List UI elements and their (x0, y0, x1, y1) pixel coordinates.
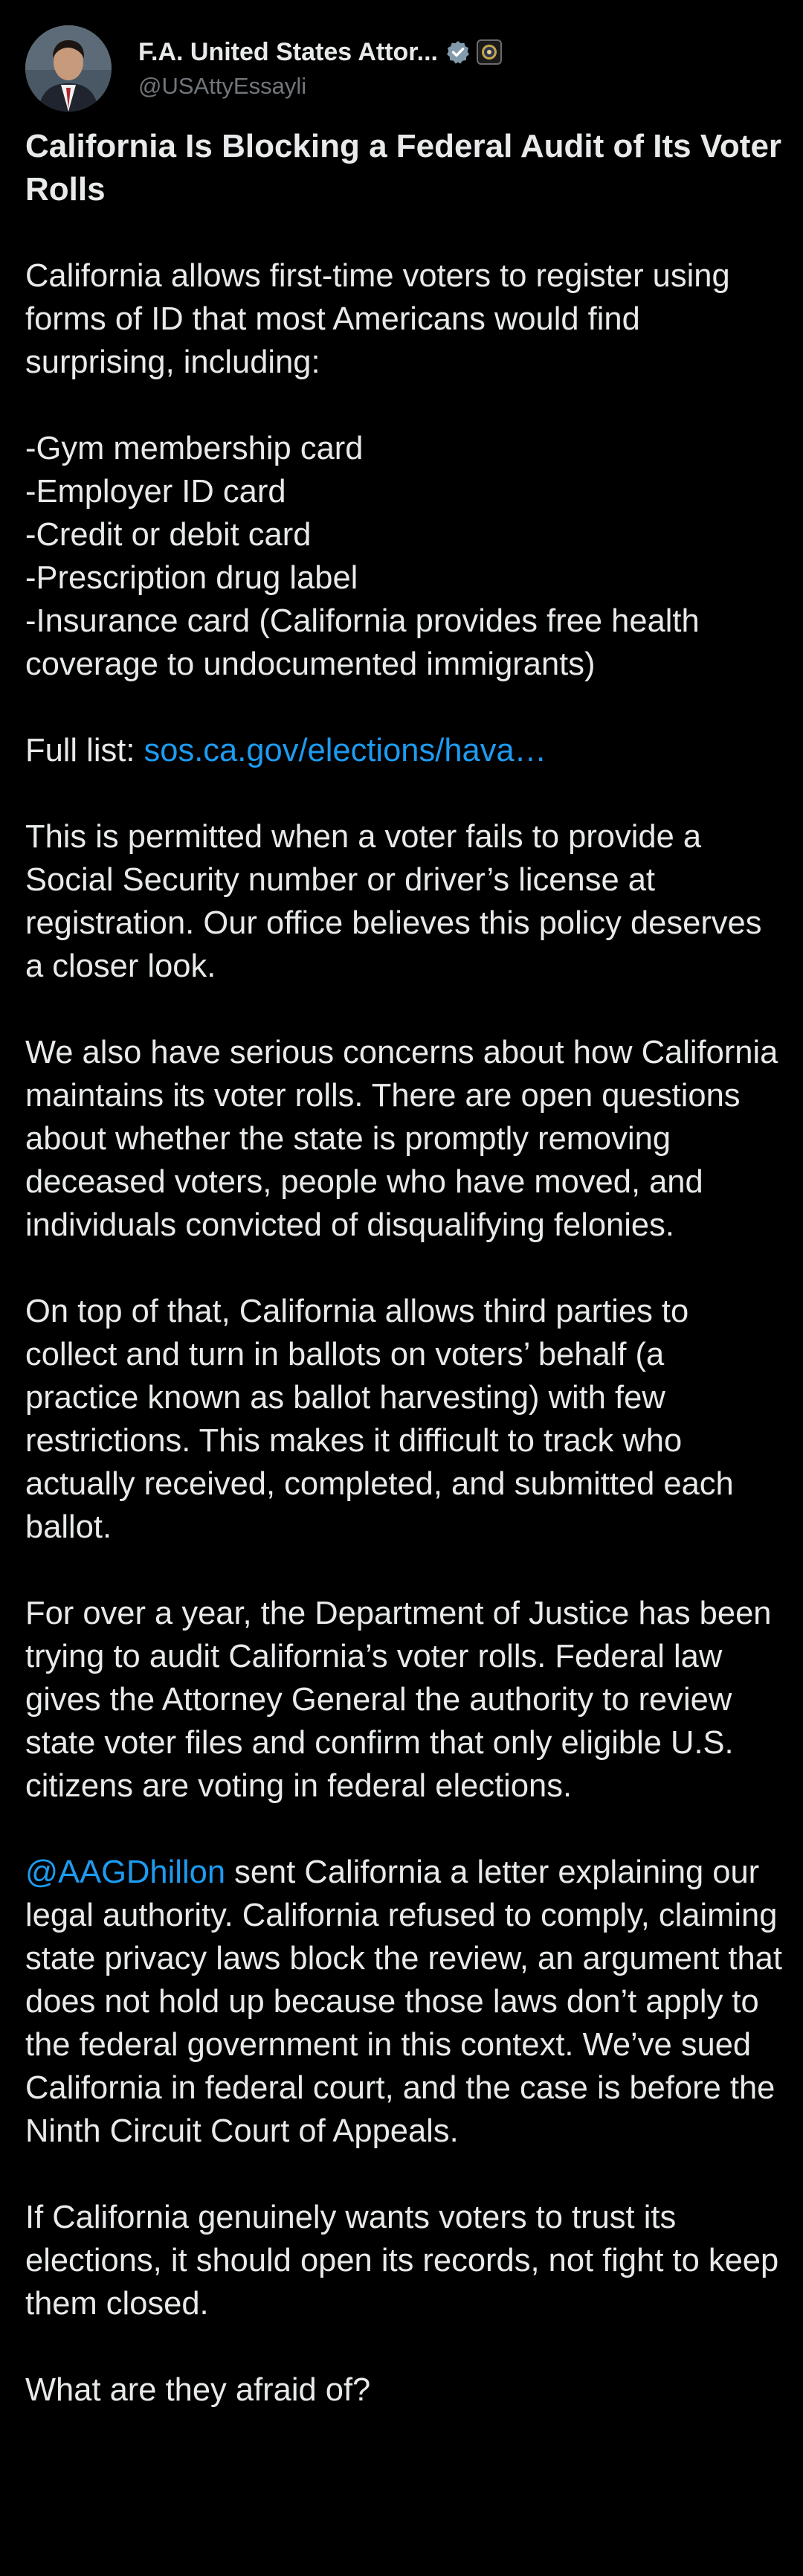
letter-text: sent California a letter explaining our legal authority. California refused to comply, claiming state privacy laws block the review, an argument that does not hold up because those laws don’t apply to the federal government in this context. We’ve sued California in federal court, and the case is before the Ninth Circuit Court of Appeals. (25, 1854, 782, 2149)
list-item: -Credit or debit card (25, 517, 312, 553)
list-item: -Insurance card (California provides free health coverage to undocumented immigrants) (25, 603, 700, 682)
full-list-link[interactable]: sos.ca.gov/elections/hava… (143, 733, 547, 768)
full-list-line (25, 729, 784, 772)
letter-paragraph (25, 1851, 784, 2153)
verified-badge-icon[interactable] (445, 39, 471, 65)
permitted-paragraph: This is permitted when a voter fails to provide a Social Security number or driver’s license at registration. Our office believes this policy deserves a closer look. (25, 819, 762, 984)
spacer (25, 1808, 784, 1851)
post-body (25, 125, 784, 2412)
trust-paragraph: If California genuinely wants voters to trust its elections, it should open its records, not fight to keep them closed. (25, 2200, 779, 2322)
list-item: -Employer ID card (25, 474, 286, 510)
list-item: -Prescription drug label (25, 560, 358, 596)
avatar[interactable] (25, 25, 112, 112)
seal-icon (480, 43, 498, 61)
spacer (25, 1247, 784, 1290)
mention-link[interactable]: @AAGDhillon (25, 1854, 226, 1890)
post-header (25, 25, 778, 113)
spacer (25, 384, 784, 427)
spacer (25, 1549, 784, 1592)
post-title: California Is Blocking a Federal Audit of Its Voter Rolls (25, 128, 782, 208)
author-display-name[interactable]: F.A. United States Attor... (138, 37, 439, 66)
avatar-image (25, 25, 112, 112)
list-item: -Gym membership card (25, 431, 364, 466)
full-list-label: Full list: (25, 733, 144, 768)
doj-paragraph: For over a year, the Department of Justice has been trying to audit California’s voter rolls. Federal law gives the Attorney General the authority to review state voter files and confirm that only eligible U.S. citizens are voting in federal elections. (25, 1596, 772, 1804)
concerns-paragraph: We also have serious concerns about how California maintains its voter rolls. There are open questions about whether the state is promptly removing deceased voters, people who have moved, and individuals convicted of disqualifying felonies. (25, 1035, 778, 1243)
intro-paragraph: California allows first-time voters to register using forms of ID that most Americans would find surprising, including: (25, 258, 730, 380)
spacer (25, 2325, 784, 2368)
author-name-row[interactable] (138, 33, 502, 71)
author-handle[interactable]: @USAttyEssayli (138, 73, 307, 99)
id-list (25, 427, 784, 686)
closing-question: What are they afraid of? (25, 2372, 371, 2408)
spacer (25, 211, 784, 254)
spacer (25, 772, 784, 815)
spacer (25, 2153, 784, 2196)
spacer (25, 686, 784, 729)
harvesting-paragraph: On top of that, California allows third parties to collect and turn in ballots on voters’ behalf (a practice known as ballot harvesting) with few restrictions. This makes it difficult to track who actually received, completed, and submitted each ballot. (25, 1294, 734, 1545)
spacer (25, 988, 784, 1031)
government-seal-icon[interactable] (477, 39, 502, 65)
